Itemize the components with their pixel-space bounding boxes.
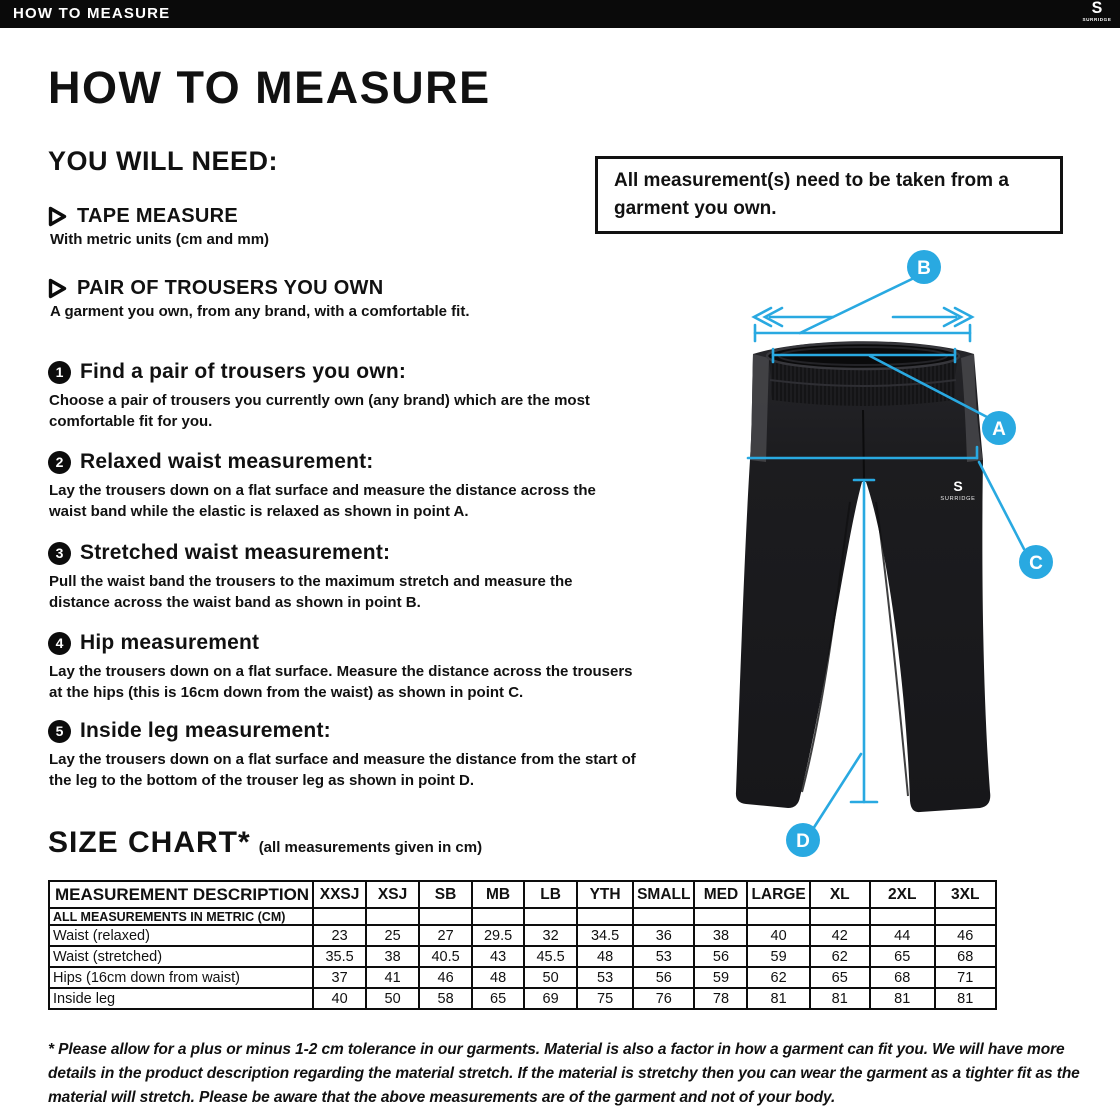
size-chart-value-cell: 48 bbox=[577, 946, 633, 967]
tolerance-footnote: * Please allow for a plus or minus 1-2 cm tolerance in our garments. Material is also a factor in how a garment can fit you. We will have more details in the product description regarding the material stretch. If the material is stretchy then you can wear the garment as a tighter fit as the material will stretch. Please be aware that the above measurements are of the garment and not of your body. bbox=[48, 1040, 1080, 1106]
surridge-logo bbox=[1077, 0, 1117, 28]
point-b-label: B bbox=[917, 258, 931, 279]
size-chart-metric-row bbox=[49, 908, 996, 925]
size-chart-table bbox=[48, 880, 997, 1010]
size-chart-size-header: 3XL bbox=[935, 881, 996, 908]
size-chart-value-cell: 23 bbox=[313, 925, 366, 946]
trousers-side-panel-left bbox=[750, 354, 769, 462]
size-chart-value-cell: 50 bbox=[366, 988, 419, 1009]
size-chart-value-cell: 65 bbox=[870, 946, 935, 967]
size-chart-value-cell: 38 bbox=[366, 946, 419, 967]
size-chart-size-header: LARGE bbox=[747, 881, 809, 908]
point-d-badge bbox=[786, 823, 820, 857]
triangle-bullet-icon bbox=[48, 278, 67, 299]
step-number-badge: 5 bbox=[48, 720, 71, 743]
step-number-badge: 1 bbox=[48, 361, 71, 384]
size-chart-value-cell: 69 bbox=[524, 988, 577, 1009]
size-chart-value-cell: 59 bbox=[694, 967, 747, 988]
need-item-title: PAIR OF TROUSERS YOU OWN bbox=[77, 277, 384, 299]
size-chart-value-cell: 44 bbox=[870, 925, 935, 946]
size-chart-value-cell: 46 bbox=[419, 967, 472, 988]
size-chart-value-cell: 50 bbox=[524, 967, 577, 988]
size-chart-size-header: XL bbox=[810, 881, 870, 908]
size-chart-row bbox=[49, 946, 996, 967]
step-title: Relaxed waist measurement: bbox=[80, 450, 374, 473]
top-bar-title: HOW TO MEASURE bbox=[13, 5, 171, 22]
size-chart-row-label: Waist (relaxed) bbox=[49, 925, 313, 946]
size-chart-head bbox=[49, 881, 996, 908]
measurement-note-text: All measurement(s) need to be taken from a garment you own. bbox=[614, 170, 1009, 219]
size-chart-empty-cell bbox=[870, 908, 935, 925]
size-chart-value-cell: 41 bbox=[366, 967, 419, 988]
need-item-title: TAPE MEASURE bbox=[77, 205, 239, 227]
size-chart-value-cell: 38 bbox=[694, 925, 747, 946]
size-chart-value-cell: 81 bbox=[935, 988, 996, 1009]
size-chart-empty-cell bbox=[935, 908, 996, 925]
size-chart-value-cell: 29.5 bbox=[472, 925, 524, 946]
size-chart-value-cell: 59 bbox=[747, 946, 809, 967]
size-chart-value-cell: 42 bbox=[810, 925, 870, 946]
need-item-desc: A garment you own, from any brand, with a comfortable fit. bbox=[50, 303, 470, 320]
step-3 bbox=[48, 541, 648, 613]
size-chart-size-header: SMALL bbox=[633, 881, 694, 908]
step-desc: Choose a pair of trousers you currently own (any brand) which are the most comfortable fit for you. bbox=[49, 392, 590, 430]
size-chart-size-header: MB bbox=[472, 881, 524, 908]
size-chart-value-cell: 71 bbox=[935, 967, 996, 988]
size-chart-value-cell: 65 bbox=[472, 988, 524, 1009]
surridge-logo-text: SURRIDGE bbox=[1082, 17, 1112, 22]
size-chart-empty-cell bbox=[313, 908, 366, 925]
trousers-measurement-diagram bbox=[690, 240, 1090, 870]
size-chart-value-cell: 81 bbox=[747, 988, 809, 1009]
size-chart-value-cell: 32 bbox=[524, 925, 577, 946]
step-desc: Lay the trousers down on a flat surface and measure the distance across the waist band while the elastic is relaxed as shown in point A. bbox=[49, 482, 596, 520]
size-chart-size-header: XXSJ bbox=[313, 881, 366, 908]
size-chart-size-header: YTH bbox=[577, 881, 633, 908]
size-chart-value-cell: 40.5 bbox=[419, 946, 472, 967]
need-item-tape-measure bbox=[48, 205, 648, 248]
size-chart-value-cell: 58 bbox=[419, 988, 472, 1009]
stretch-arrow-right-icon bbox=[893, 308, 972, 326]
size-chart-value-cell: 35.5 bbox=[313, 946, 366, 967]
size-chart-empty-cell bbox=[747, 908, 809, 925]
size-chart-empty-cell bbox=[419, 908, 472, 925]
size-chart-heading bbox=[48, 826, 482, 860]
size-chart-size-header: SB bbox=[419, 881, 472, 908]
step-5 bbox=[48, 719, 648, 791]
size-chart-value-cell: 56 bbox=[694, 946, 747, 967]
size-chart-value-cell: 53 bbox=[633, 946, 694, 967]
size-chart-size-header: 2XL bbox=[870, 881, 935, 908]
point-a-label: A bbox=[992, 419, 1006, 440]
center-seam bbox=[863, 410, 864, 480]
size-chart-metric-label: ALL MEASUREMENTS IN METRIC (CM) bbox=[49, 908, 313, 925]
top-bar bbox=[0, 0, 1120, 28]
size-chart-value-cell: 76 bbox=[633, 988, 694, 1009]
size-chart-empty-cell bbox=[633, 908, 694, 925]
size-chart-value-cell: 34.5 bbox=[577, 925, 633, 946]
step-desc: Lay the trousers down on a flat surface. Measure the distance across the trousers at the hips (this is 16cm down from the waist) as shown in point C. bbox=[49, 663, 633, 701]
size-chart-value-cell: 25 bbox=[366, 925, 419, 946]
size-chart-empty-cell bbox=[524, 908, 577, 925]
size-chart-value-cell: 43 bbox=[472, 946, 524, 967]
size-chart-empty-cell bbox=[366, 908, 419, 925]
size-chart-value-cell: 45.5 bbox=[524, 946, 577, 967]
size-chart-value-cell: 36 bbox=[633, 925, 694, 946]
triangle-bullet-icon bbox=[48, 206, 67, 227]
step-desc: Lay the trousers down on a flat surface and measure the distance from the start of the leg to the bottom of the trouser leg as shown in point D. bbox=[49, 751, 636, 789]
size-chart-header-row bbox=[49, 881, 996, 908]
size-chart-body bbox=[49, 908, 996, 1009]
step-4 bbox=[48, 631, 648, 703]
point-d-label: D bbox=[796, 831, 810, 852]
step-number-badge: 2 bbox=[48, 451, 71, 474]
size-chart-row bbox=[49, 988, 996, 1009]
garment-logo-s-icon: S bbox=[953, 478, 963, 494]
size-chart-value-cell: 81 bbox=[810, 988, 870, 1009]
size-chart-value-cell: 78 bbox=[694, 988, 747, 1009]
size-chart-title: SIZE CHART* bbox=[48, 826, 251, 859]
step-desc: Pull the waist band the trousers to the maximum stretch and measure the distance across the waist band as shown in point B. bbox=[49, 573, 573, 611]
size-chart-value-cell: 53 bbox=[577, 967, 633, 988]
size-chart-value-cell: 75 bbox=[577, 988, 633, 1009]
size-chart-value-cell: 62 bbox=[747, 967, 809, 988]
size-chart-row-label: Hips (16cm down from waist) bbox=[49, 967, 313, 988]
size-chart-empty-cell bbox=[472, 908, 524, 925]
size-chart-empty-cell bbox=[694, 908, 747, 925]
size-chart-value-cell: 27 bbox=[419, 925, 472, 946]
step-number-badge: 3 bbox=[48, 542, 71, 565]
page-title: HOW TO MEASURE bbox=[48, 62, 491, 113]
size-chart-row bbox=[49, 925, 996, 946]
size-chart-value-cell: 68 bbox=[870, 967, 935, 988]
point-b-badge bbox=[907, 250, 941, 284]
size-chart-size-header: XSJ bbox=[366, 881, 419, 908]
need-item-desc: With metric units (cm and mm) bbox=[50, 231, 270, 248]
garment-logo-text: SURRIDGE bbox=[940, 496, 976, 502]
size-chart-row-label: Inside leg bbox=[49, 988, 313, 1009]
step-number-badge: 4 bbox=[48, 632, 71, 655]
size-chart-value-cell: 65 bbox=[810, 967, 870, 988]
size-chart-value-cell: 81 bbox=[870, 988, 935, 1009]
size-chart-empty-cell bbox=[810, 908, 870, 925]
step-title: Hip measurement bbox=[80, 631, 260, 654]
need-item-trousers bbox=[48, 277, 648, 320]
size-chart-value-cell: 46 bbox=[935, 925, 996, 946]
size-chart-desc-header: MEASUREMENT DESCRIPTION bbox=[49, 881, 313, 908]
point-a-badge bbox=[982, 411, 1016, 445]
size-chart-size-header: LB bbox=[524, 881, 577, 908]
step-2 bbox=[48, 450, 648, 522]
size-chart-empty-cell bbox=[577, 908, 633, 925]
step-title: Inside leg measurement: bbox=[80, 719, 331, 742]
step-title: Stretched waist measurement: bbox=[80, 541, 391, 564]
size-chart-value-cell: 56 bbox=[633, 967, 694, 988]
size-chart-value-cell: 68 bbox=[935, 946, 996, 967]
size-chart-value-cell: 62 bbox=[810, 946, 870, 967]
size-chart-value-cell: 48 bbox=[472, 967, 524, 988]
size-chart-subtitle: (all measurements given in cm) bbox=[258, 839, 483, 856]
measurement-note-box bbox=[595, 156, 1063, 234]
surridge-s-icon: S bbox=[1091, 0, 1103, 18]
size-chart-value-cell: 37 bbox=[313, 967, 366, 988]
size-chart-value-cell: 40 bbox=[313, 988, 366, 1009]
size-chart-row bbox=[49, 967, 996, 988]
you-will-need-heading: YOU WILL NEED: bbox=[48, 146, 279, 176]
step-title: Find a pair of trousers you own: bbox=[80, 360, 407, 383]
measure-line-b bbox=[755, 279, 970, 341]
point-c-label: C bbox=[1029, 553, 1043, 574]
size-chart-size-header: MED bbox=[694, 881, 747, 908]
point-c-badge bbox=[1019, 545, 1053, 579]
size-chart-row-label: Waist (stretched) bbox=[49, 946, 313, 967]
size-chart-value-cell: 40 bbox=[747, 925, 809, 946]
step-1 bbox=[48, 360, 648, 432]
